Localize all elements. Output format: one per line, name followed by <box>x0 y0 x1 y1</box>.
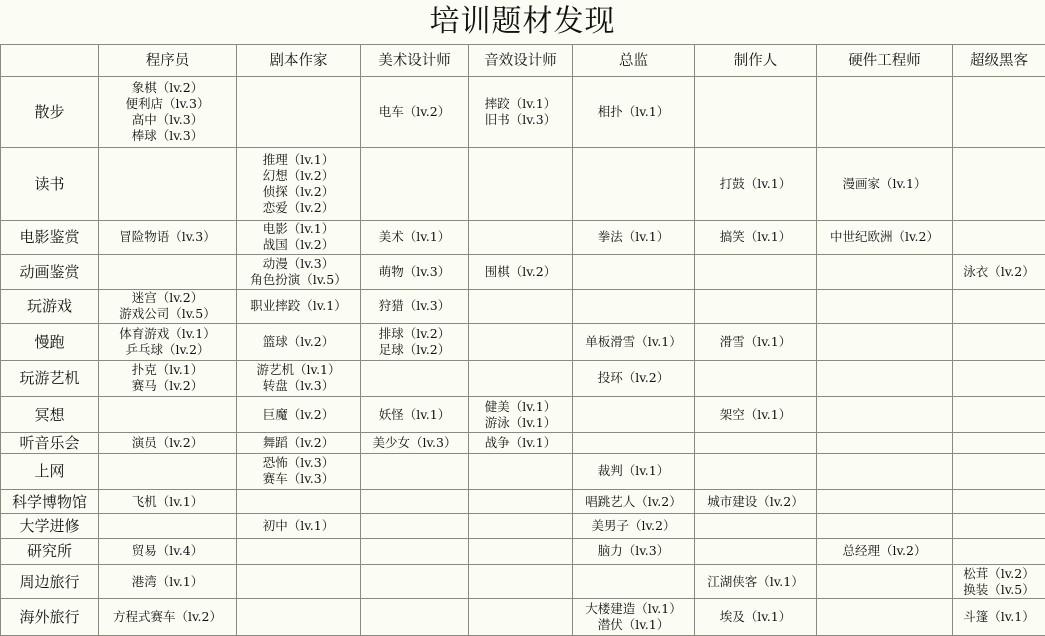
topic-entry: 滑雪（lv.1） <box>719 333 792 349</box>
topic-entry: 赛车（lv.3） <box>262 471 335 487</box>
topic-entry: 投环（lv.2） <box>597 370 670 386</box>
table-cell <box>361 538 469 564</box>
table-cell <box>99 220 237 254</box>
table-cell <box>237 433 361 453</box>
table-cell <box>237 324 361 360</box>
table-cell <box>469 396 573 432</box>
table-cell <box>817 565 953 599</box>
table-cell <box>695 453 817 489</box>
table-cell <box>817 255 953 289</box>
table-cell <box>817 77 953 148</box>
column-header: 制作人 <box>695 45 817 77</box>
row-label: 读书 <box>1 147 99 220</box>
row-label: 散步 <box>1 77 99 148</box>
topic-entry: 迷宫（lv.2） <box>131 290 204 306</box>
table-cell <box>695 255 817 289</box>
table-cell <box>361 77 469 148</box>
table-cell <box>953 396 1045 432</box>
table-row <box>1 324 1045 360</box>
header-row <box>1 45 1045 77</box>
topic-entry: 飞机（lv.1） <box>131 493 204 509</box>
table-cell <box>99 565 237 599</box>
table-cell <box>695 599 817 636</box>
table-cell <box>953 147 1045 220</box>
table-cell <box>361 255 469 289</box>
table-cell <box>469 599 573 636</box>
table-row <box>1 220 1045 254</box>
table-cell <box>695 220 817 254</box>
table-cell <box>469 220 573 254</box>
table-cell <box>237 453 361 489</box>
topic-entry: 港湾（lv.1） <box>131 573 204 589</box>
column-header: 音效设计师 <box>469 45 573 77</box>
topic-entry: 演员（lv.2） <box>131 435 204 451</box>
topic-entry: 高中（lv.3） <box>131 111 204 127</box>
table-cell <box>99 289 237 323</box>
table-cell <box>361 490 469 514</box>
table-cell <box>817 396 953 432</box>
topic-entry: 初中（lv.1） <box>262 518 335 534</box>
topic-entry: 棒球（lv.3） <box>131 127 204 143</box>
table-row <box>1 147 1045 220</box>
topic-entry: 妖怪（lv.1） <box>378 406 451 422</box>
table-cell <box>695 565 817 599</box>
table-cell <box>469 565 573 599</box>
table-cell <box>695 360 817 396</box>
topic-entry: 乒乓球（lv.2） <box>125 341 210 357</box>
table-cell <box>99 147 237 220</box>
table-row <box>1 77 1045 148</box>
table-cell <box>99 538 237 564</box>
row-label: 慢跑 <box>1 324 99 360</box>
topic-entry: 足球（lv.2） <box>378 341 451 357</box>
table-cell <box>573 565 695 599</box>
table-cell <box>695 324 817 360</box>
table-cell <box>99 514 237 538</box>
topic-entry: 职业摔跤（lv.1） <box>250 298 347 314</box>
table-cell <box>817 490 953 514</box>
table-cell <box>573 514 695 538</box>
table-cell <box>695 538 817 564</box>
topic-entry: 潜伏（lv.1） <box>597 617 670 633</box>
topic-entry: 美少女（lv.3） <box>372 435 457 451</box>
table-cell <box>361 565 469 599</box>
table-cell <box>953 324 1045 360</box>
table-row <box>1 289 1045 323</box>
row-label: 动画鉴赏 <box>1 255 99 289</box>
topic-entry: 动漫（lv.3） <box>262 255 335 271</box>
row-label: 上网 <box>1 453 99 489</box>
table-cell <box>573 490 695 514</box>
table-row <box>1 599 1045 636</box>
topic-entry: 狩猎（lv.3） <box>378 298 451 314</box>
table-cell <box>817 599 953 636</box>
topic-entry: 斗篷（lv.1） <box>963 609 1035 625</box>
topic-entry: 巨魔（lv.2） <box>262 406 335 422</box>
topic-entry: 电影（lv.1） <box>262 221 335 237</box>
table-cell <box>695 514 817 538</box>
table-cell <box>695 289 817 323</box>
table-cell <box>695 147 817 220</box>
column-header: 程序员 <box>99 45 237 77</box>
topic-entry: 大楼建造（lv.1） <box>585 601 682 617</box>
table-cell <box>361 324 469 360</box>
topic-entry: 电车（lv.2） <box>378 103 451 119</box>
table-cell <box>817 538 953 564</box>
table-cell <box>237 77 361 148</box>
topic-entry: 泳衣（lv.2） <box>963 263 1035 279</box>
table-cell <box>695 490 817 514</box>
table-cell <box>817 220 953 254</box>
table-cell <box>99 77 237 148</box>
table-cell <box>469 453 573 489</box>
table-cell <box>469 147 573 220</box>
table-cell <box>99 490 237 514</box>
table-cell <box>953 289 1045 323</box>
table-cell <box>99 599 237 636</box>
table-row <box>1 396 1045 432</box>
table-cell <box>469 433 573 453</box>
table-cell <box>361 453 469 489</box>
column-header: 剧本作家 <box>237 45 361 77</box>
topic-entry: 萌物（lv.3） <box>378 263 451 279</box>
table-cell <box>361 289 469 323</box>
table-cell <box>469 255 573 289</box>
table-cell <box>695 77 817 148</box>
table-cell <box>237 538 361 564</box>
table-cell <box>573 255 695 289</box>
topic-entry: 恐怖（lv.3） <box>262 455 335 471</box>
table-cell <box>953 220 1045 254</box>
table-cell <box>573 77 695 148</box>
table-row <box>1 453 1045 489</box>
table-cell <box>953 599 1045 636</box>
topic-entry: 松茸（lv.2） <box>963 565 1035 581</box>
table-cell <box>99 255 237 289</box>
table-cell <box>817 147 953 220</box>
table-cell <box>573 396 695 432</box>
topic-entry: 舞蹈（lv.2） <box>262 435 335 451</box>
table-cell <box>469 360 573 396</box>
table-cell <box>237 599 361 636</box>
table-cell <box>237 490 361 514</box>
table-cell <box>573 538 695 564</box>
topic-entry: 排球（lv.2） <box>378 325 451 341</box>
topic-entry: 游艺机（lv.1） <box>256 362 341 378</box>
table-row <box>1 433 1045 453</box>
topic-entry: 换装（lv.5） <box>963 581 1035 597</box>
table-cell <box>237 289 361 323</box>
row-label: 玩游艺机 <box>1 360 99 396</box>
table-cell <box>99 324 237 360</box>
topic-entry: 冒险物语（lv.3） <box>119 229 216 245</box>
topic-entry: 贸易（lv.4） <box>131 543 204 559</box>
table-cell <box>573 599 695 636</box>
row-label: 冥想 <box>1 396 99 432</box>
topic-entry: 方程式赛车（lv.2） <box>112 609 222 625</box>
table-cell <box>953 360 1045 396</box>
table-cell <box>237 220 361 254</box>
topic-entry: 旧书（lv.3） <box>484 111 557 127</box>
topic-entry: 推理（lv.1） <box>262 151 335 167</box>
table-cell <box>695 433 817 453</box>
page-title: 培训题材发现 <box>429 4 616 39</box>
table-cell <box>953 490 1045 514</box>
table-cell <box>695 396 817 432</box>
column-header: 美术设计师 <box>361 45 469 77</box>
topic-entry: 摔跤（lv.1） <box>484 95 557 111</box>
topic-entry: 唱跳艺人（lv.2） <box>585 493 682 509</box>
topic-entry: 角色扮演（lv.5） <box>250 271 347 287</box>
table-body <box>1 77 1045 636</box>
row-label: 周边旅行 <box>1 565 99 599</box>
table-cell <box>953 565 1045 599</box>
table-cell <box>573 220 695 254</box>
row-label: 海外旅行 <box>1 599 99 636</box>
topic-entry: 便利店（lv.3） <box>125 95 210 111</box>
topic-entry: 单板滑雪（lv.1） <box>585 333 682 349</box>
table-cell <box>469 289 573 323</box>
table-row <box>1 360 1045 396</box>
row-label: 科学博物馆 <box>1 490 99 514</box>
table-cell <box>237 255 361 289</box>
table-cell <box>237 147 361 220</box>
topic-entry: 城市建设（lv.2） <box>707 493 804 509</box>
table-cell <box>237 565 361 599</box>
table-cell <box>817 360 953 396</box>
topic-entry: 健美（lv.1） <box>484 398 557 414</box>
table-cell <box>953 514 1045 538</box>
topic-entry: 扑克（lv.1） <box>131 362 204 378</box>
topic-entry: 体育游戏（lv.1） <box>119 325 216 341</box>
table-cell <box>573 453 695 489</box>
column-header: 超级黑客 <box>953 45 1045 77</box>
topic-entry: 江湖侠客（lv.1） <box>707 573 804 589</box>
table-cell <box>953 255 1045 289</box>
table-row <box>1 565 1045 599</box>
table-cell <box>573 147 695 220</box>
table-row <box>1 490 1045 514</box>
table-cell <box>817 433 953 453</box>
row-label: 研究所 <box>1 538 99 564</box>
topic-entry: 脑力（lv.3） <box>597 543 670 559</box>
column-header: 硬件工程师 <box>817 45 953 77</box>
table-row <box>1 538 1045 564</box>
table-cell <box>953 538 1045 564</box>
table-cell <box>361 147 469 220</box>
table-cell <box>237 514 361 538</box>
table-cell <box>99 433 237 453</box>
table-cell <box>361 396 469 432</box>
topic-entry: 总经理（lv.2） <box>842 543 927 559</box>
table-cell <box>817 289 953 323</box>
topic-entry: 恋爱（lv.2） <box>262 199 335 215</box>
topic-entry: 拳法（lv.1） <box>597 229 670 245</box>
table-cell <box>817 453 953 489</box>
topic-entry: 打鼓（lv.1） <box>719 175 792 191</box>
topic-entry: 搞笑（lv.1） <box>719 229 792 245</box>
table-cell <box>99 360 237 396</box>
topic-entry: 中世纪欧洲（lv.2） <box>829 229 939 245</box>
topic-entry: 架空（lv.1） <box>719 406 792 422</box>
topic-entry: 战争（lv.1） <box>484 435 557 451</box>
table-cell <box>361 360 469 396</box>
table-cell <box>953 453 1045 489</box>
table-cell <box>573 360 695 396</box>
topic-entry: 围棋（lv.2） <box>484 263 557 279</box>
row-label: 电影鉴赏 <box>1 220 99 254</box>
topic-entry: 战国（lv.2） <box>262 237 335 253</box>
table-cell <box>469 514 573 538</box>
table-cell <box>361 433 469 453</box>
topic-entry: 裁判（lv.1） <box>597 463 670 479</box>
row-label: 听音乐会 <box>1 433 99 453</box>
table-cell <box>953 433 1045 453</box>
topic-entry: 侦探（lv.2） <box>262 183 335 199</box>
table-header <box>1 45 1045 77</box>
table-cell <box>99 396 237 432</box>
topic-entry: 游戏公司（lv.5） <box>119 306 216 322</box>
table-cell <box>361 599 469 636</box>
table-cell <box>469 324 573 360</box>
table-cell <box>469 490 573 514</box>
table-row <box>1 514 1045 538</box>
table-cell <box>573 289 695 323</box>
corner-cell <box>1 45 99 77</box>
topic-entry: 美术（lv.1） <box>378 229 451 245</box>
topic-entry: 埃及（lv.1） <box>719 609 792 625</box>
topic-entry: 象棋（lv.2） <box>131 79 204 95</box>
table-cell <box>573 324 695 360</box>
table-row <box>1 255 1045 289</box>
table-cell <box>573 433 695 453</box>
topic-entry: 幻想（lv.2） <box>262 167 335 183</box>
topic-entry: 相扑（lv.1） <box>597 103 670 119</box>
table-cell <box>817 324 953 360</box>
table-cell <box>469 538 573 564</box>
topic-entry: 游泳（lv.1） <box>484 414 557 430</box>
topic-entry: 篮球（lv.2） <box>262 333 335 349</box>
table-cell <box>361 514 469 538</box>
row-label: 大学进修 <box>1 514 99 538</box>
topic-entry: 美男子（lv.2） <box>591 518 676 534</box>
table-cell <box>469 77 573 148</box>
topic-discovery-table <box>0 44 1045 636</box>
table-cell <box>817 514 953 538</box>
column-header: 总监 <box>573 45 695 77</box>
topic-entry: 转盘（lv.3） <box>262 378 335 394</box>
table-cell <box>99 453 237 489</box>
topic-entry: 漫画家（lv.1） <box>842 175 927 191</box>
table-cell <box>361 220 469 254</box>
table-cell <box>953 77 1045 148</box>
row-label: 玩游戏 <box>1 289 99 323</box>
topic-entry: 赛马（lv.2） <box>131 378 204 394</box>
table-cell <box>237 396 361 432</box>
table-cell <box>237 360 361 396</box>
